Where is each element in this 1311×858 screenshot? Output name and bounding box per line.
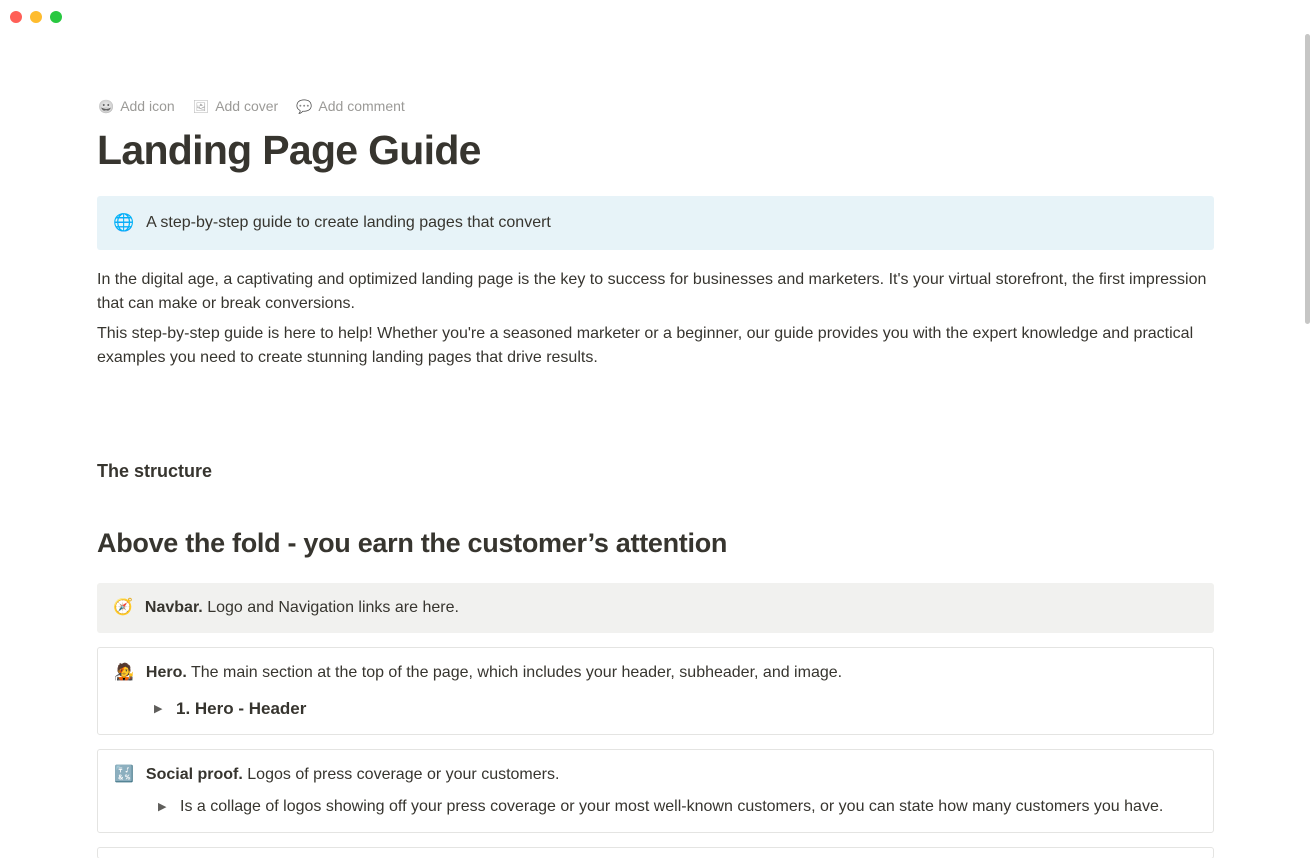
page-scroll-area[interactable]: [0, 34, 1311, 858]
block-next-partial[interactable]: [97, 847, 1214, 858]
scrollbar-thumb[interactable]: [1305, 34, 1310, 324]
image-icon: 🖼: [192, 98, 210, 114]
block-description: The main section at the top of the page, which includes your header, subheader, and image.: [190, 663, 843, 681]
close-window-button[interactable]: [10, 11, 22, 23]
callout-block[interactable]: [97, 196, 1214, 250]
add-icon-label: Add icon: [120, 98, 175, 114]
block-label: Social proof.: [145, 765, 243, 783]
block-social-proof[interactable]: [97, 749, 1214, 833]
compass-icon: 🧭: [113, 598, 133, 616]
block-text: [145, 597, 459, 619]
vertical-spacer-2: [97, 484, 1214, 526]
scrollbar-track[interactable]: [1303, 34, 1311, 858]
page-action-row: [98, 96, 1214, 116]
block-row: [113, 597, 1198, 619]
block-hero[interactable]: [97, 647, 1214, 735]
add-comment-button[interactable]: [296, 96, 405, 116]
toggle-label: Is a collage of logos showing off your press coverage or your most well-known customers, or you can state how many customers you have.: [180, 797, 1164, 815]
add-cover-button[interactable]: [193, 96, 279, 116]
window-titlebar: [0, 0, 1311, 34]
symbols-icon: 🔣: [114, 765, 134, 783]
emoji-face-icon: 😀: [98, 98, 115, 114]
block-navbar[interactable]: [97, 583, 1214, 633]
globe-icon: 🌐: [113, 213, 135, 233]
block-text: [146, 764, 560, 786]
comment-icon: 💬: [296, 98, 313, 114]
chevron-right-icon[interactable]: ▶: [158, 800, 167, 813]
block-label: Hero.: [145, 663, 187, 681]
window-controls: [10, 11, 62, 23]
block-row: [114, 764, 1197, 786]
singer-icon: 🧑‍🎤: [114, 663, 134, 681]
paragraph-guide[interactable]: This step-by-step guide is here to help! Whether you're a seasoned marketer or a beginner, our guide provides you with the expert knowledge and practical examples you need to create stunning landing pages that drive results.: [97, 325, 1194, 367]
block-description: Logo and Navigation links are here.: [207, 598, 459, 616]
section-heading-structure[interactable]: The structure: [97, 461, 213, 482]
minimize-window-button[interactable]: [30, 11, 42, 23]
add-icon-button[interactable]: [98, 96, 175, 116]
block-label: Navbar.: [144, 598, 203, 616]
vertical-spacer-3: [97, 561, 1214, 583]
document-page: [0, 34, 1311, 858]
callout-text: A step-by-step guide to create landing pages that convert: [146, 214, 551, 232]
toggle-social-proof-detail[interactable]: [114, 796, 1197, 818]
paragraph-intro[interactable]: In the digital age, a captivating and optimized landing page is the key to success for businesses and marketers. It's your virtual storefront, the first impression that can make or break conversions.: [97, 271, 1207, 313]
page-title[interactable]: Landing Page Guide: [97, 127, 481, 173]
document-content: [97, 96, 1214, 858]
toggle-hero-header[interactable]: [114, 698, 1197, 720]
maximize-window-button[interactable]: [50, 11, 62, 23]
vertical-spacer: [97, 376, 1214, 460]
block-row: [114, 662, 1197, 684]
toggle-label: 1. Hero - Header: [176, 698, 307, 718]
chevron-right-icon[interactable]: ▶: [154, 702, 163, 715]
block-text: [146, 662, 842, 684]
block-description: Logos of press coverage or your customers.: [247, 765, 560, 783]
subsection-heading-above-the-fold[interactable]: Above the fold - you earn the customer’s attention: [97, 527, 728, 558]
add-comment-label: Add comment: [318, 98, 405, 114]
add-cover-label: Add cover: [215, 98, 279, 114]
